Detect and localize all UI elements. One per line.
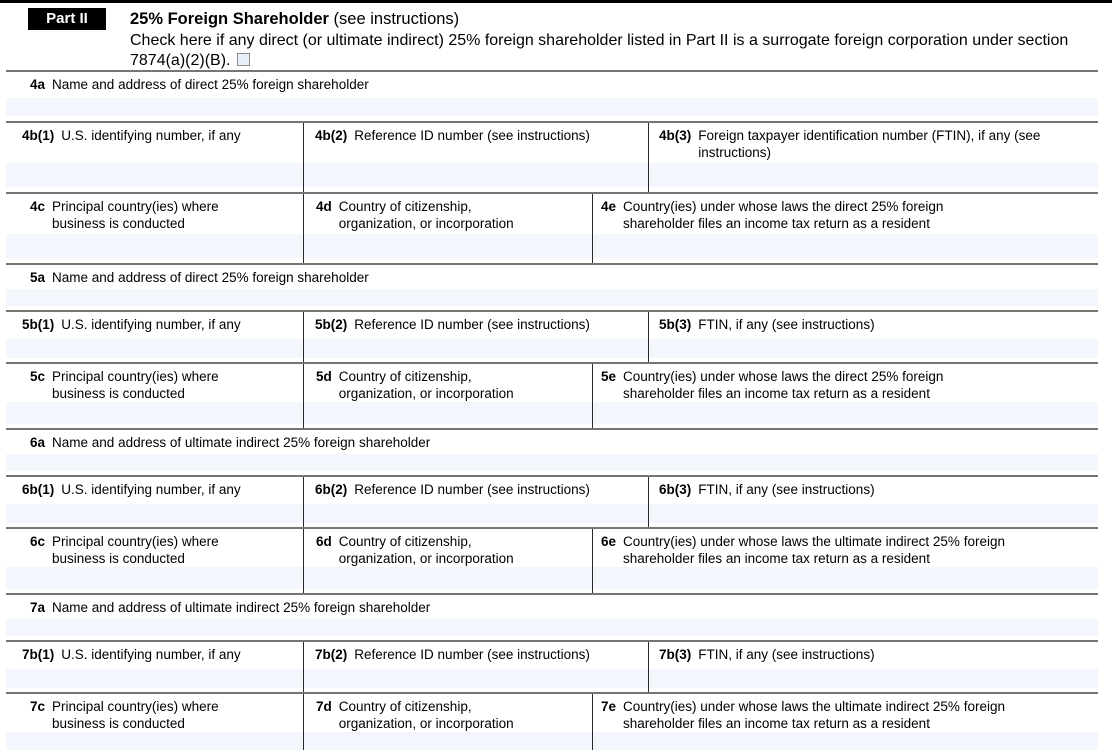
cell-4b1: [6, 123, 303, 192]
field-label: Country of citizenship, organization, or incorporation: [338, 699, 514, 731]
surrogate-instruction: Check here if any direct (or ultimate indirect) 25% foreign shareholder listed in Part II is a surrogate foreign corporation under section 7874(a)(2)(B).: [130, 32, 1069, 69]
field-number: 6b(1): [22, 482, 55, 497]
row-4c: [6, 194, 1098, 263]
field-label: Name and address of ultimate indirect 25% foreign shareholder: [52, 435, 431, 450]
section-title: 25% Foreign Shareholder (see instructions): [130, 10, 460, 28]
cell-7b1: [6, 642, 303, 692]
field-label: Name and address of direct 25% foreign shareholder: [52, 270, 369, 285]
cell-6b2: [303, 477, 648, 527]
field-number: 5a: [30, 270, 46, 285]
field-number: 6b(2): [315, 482, 348, 497]
cell-5c: [6, 364, 303, 428]
field-label: Country(ies) under whose laws the ultimate indirect 25% foreign shareholder files an income tax return as a resident: [623, 534, 1005, 566]
input-4b2[interactable]: [304, 163, 648, 187]
field-label: U.S. identifying number, if any: [61, 317, 241, 332]
cell-7b2: [303, 642, 648, 692]
field-label: Reference ID number (see instructions): [354, 128, 590, 143]
input-4e[interactable]: [593, 234, 1098, 258]
field-number: 6e: [601, 534, 617, 549]
cell-6b1: [6, 477, 303, 527]
cell-6c: [6, 529, 303, 593]
field-number: 7d: [316, 699, 332, 714]
row-4b: [6, 123, 1098, 192]
cell-7c: [6, 694, 303, 750]
field-label: FTIN, if any (see instructions): [698, 482, 875, 497]
input-7e[interactable]: [593, 732, 1098, 750]
field-label: FTIN, if any (see instructions): [698, 647, 875, 662]
field-number: 7b(3): [659, 647, 692, 662]
field-number: 4e: [601, 199, 617, 214]
input-6d[interactable]: [304, 567, 592, 589]
cell-7e: [592, 694, 1098, 750]
field-label: Country(ies) under whose laws the direct 25% foreign shareholder files an income tax return as a resident: [623, 369, 944, 401]
field-label: U.S. identifying number, if any: [61, 482, 241, 497]
cell-7d: [303, 694, 592, 750]
field-label: Name and address of direct 25% foreign shareholder: [52, 77, 369, 92]
row-6c: [6, 529, 1098, 593]
input-7c[interactable]: [6, 732, 303, 750]
field-number: 6b(3): [659, 482, 692, 497]
row-7a: [6, 595, 1098, 640]
input-5b2[interactable]: [304, 339, 648, 358]
input-6b2[interactable]: [304, 504, 648, 523]
cell-5b2: [303, 312, 648, 362]
field-number: 7b(2): [315, 647, 348, 662]
field-label: FTIN, if any (see instructions): [698, 317, 875, 332]
cell-7b3: [648, 642, 1098, 692]
input-5b1[interactable]: [6, 339, 303, 358]
field-label: Reference ID number (see instructions): [354, 482, 590, 497]
cell-6d: [303, 529, 592, 593]
input-5d[interactable]: [304, 402, 592, 424]
cell-6b3: [648, 477, 1098, 527]
input-4b1[interactable]: [6, 163, 303, 187]
field-label: Country(ies) under whose laws the direct 25% foreign shareholder files an income tax return as a resident: [623, 199, 944, 231]
cell-4b3: [648, 123, 1098, 192]
field-label: Foreign taxpayer identification number (FTIN), if any (see instructions): [698, 128, 1041, 160]
input-7a[interactable]: [6, 619, 1098, 636]
field-number: 5b(2): [315, 317, 348, 332]
field-number: 5b(1): [22, 317, 55, 332]
field-label: Reference ID number (see instructions): [354, 317, 590, 332]
shareholder-block-4: [6, 70, 1098, 263]
input-7b1[interactable]: [6, 669, 303, 688]
field-number: 5e: [601, 369, 617, 384]
field-number: 7b(1): [22, 647, 55, 662]
field-number: 7e: [601, 699, 617, 714]
field-number: 4b(3): [659, 128, 692, 143]
shareholder-block-6: [6, 428, 1098, 593]
shareholder-table: [6, 70, 1098, 750]
input-6b3[interactable]: [649, 504, 1098, 523]
row-5a: [6, 265, 1098, 310]
part2-header: [0, 3, 1112, 70]
shareholder-block-5: [6, 263, 1098, 428]
shareholder-block-7: [6, 593, 1098, 750]
field-number: 7a: [30, 600, 46, 615]
row-4a: [6, 72, 1098, 121]
field-number: 5c: [30, 369, 46, 384]
cell-5d: [303, 364, 592, 428]
field-label: Country of citizenship, organization, or incorporation: [338, 534, 514, 566]
field-number: 5b(3): [659, 317, 692, 332]
input-6e[interactable]: [593, 567, 1098, 589]
field-label: Country of citizenship, organization, or incorporation: [338, 369, 514, 401]
field-number: 6a: [30, 435, 46, 450]
input-5b3[interactable]: [649, 339, 1098, 358]
row-6b: [6, 477, 1098, 527]
field-number: 6d: [316, 534, 332, 549]
field-label: Principal country(ies) where business is conducted: [52, 369, 219, 401]
input-4a[interactable]: [6, 98, 1098, 116]
cell-5b1: [6, 312, 303, 362]
field-number: 5d: [316, 369, 332, 384]
field-number: 4a: [30, 77, 46, 92]
input-6b1[interactable]: [6, 504, 303, 523]
field-label: U.S. identifying number, if any: [61, 647, 241, 662]
row-6a: [6, 430, 1098, 475]
cell-4d: [303, 194, 592, 263]
field-number: 4d: [316, 199, 332, 214]
cell-4b2: [303, 123, 648, 192]
row-7b: [6, 642, 1098, 692]
cell-5b3: [648, 312, 1098, 362]
input-7d[interactable]: [304, 732, 592, 750]
field-label: Country of citizenship, organization, or incorporation: [338, 199, 514, 231]
input-5a[interactable]: [6, 289, 1098, 306]
input-4d[interactable]: [304, 234, 592, 258]
field-number: 7c: [30, 699, 46, 714]
cell-4c: [6, 194, 303, 263]
field-number: 4c: [30, 199, 46, 214]
input-7b2[interactable]: [304, 669, 648, 688]
field-label: Principal country(ies) where business is conducted: [52, 199, 219, 231]
cell-6e: [592, 529, 1098, 593]
field-label: Country(ies) under whose laws the ultimate indirect 25% foreign shareholder files an income tax return as a resident: [623, 699, 1005, 731]
row-7c: [6, 694, 1098, 750]
input-6c[interactable]: [6, 567, 303, 589]
input-6a[interactable]: [6, 454, 1098, 471]
row-5c: [6, 364, 1098, 428]
surrogate-checkbox[interactable]: [237, 53, 250, 66]
field-label: Reference ID number (see instructions): [354, 647, 590, 662]
input-4b3[interactable]: [649, 163, 1098, 187]
cell-5e: [592, 364, 1098, 428]
input-5e[interactable]: [593, 402, 1098, 424]
field-label: Principal country(ies) where business is conducted: [52, 699, 219, 731]
input-7b3[interactable]: [649, 669, 1098, 688]
part-badge: Part II: [28, 8, 106, 30]
field-label: Name and address of ultimate indirect 25% foreign shareholder: [52, 600, 431, 615]
field-number: 4b(1): [22, 128, 55, 143]
field-number: 4b(2): [315, 128, 348, 143]
cell-4e: [592, 194, 1098, 263]
field-label: U.S. identifying number, if any: [61, 128, 241, 143]
input-5c[interactable]: [6, 402, 303, 424]
row-5b: [6, 312, 1098, 362]
input-4c[interactable]: [6, 234, 303, 258]
field-label: Principal country(ies) where business is conducted: [52, 534, 219, 566]
field-number: 6c: [30, 534, 46, 549]
